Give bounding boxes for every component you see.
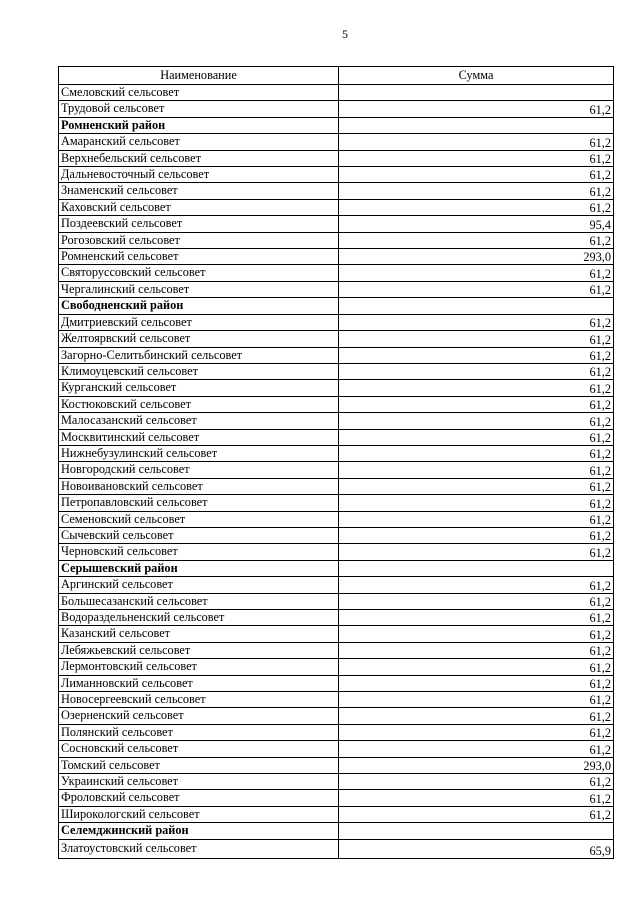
sum-cell: 61,2 [339, 380, 614, 396]
table-row [59, 527, 614, 543]
sum-cell: 61,2 [339, 150, 614, 166]
table-row [59, 314, 614, 330]
district-row [59, 560, 614, 576]
settlement-name: Новоивановский сельсовет [59, 478, 339, 494]
sum-cell: 61,2 [339, 692, 614, 708]
table-row [59, 199, 614, 215]
settlement-name: Лермонтовский сельсовет [59, 659, 339, 675]
sum-cell [339, 560, 614, 576]
table-row [59, 183, 614, 199]
settlement-name: Курганский сельсовет [59, 380, 339, 396]
settlement-name: Костюковский сельсовет [59, 396, 339, 412]
column-header-sum: Сумма [339, 67, 614, 85]
district-row [59, 823, 614, 839]
table-row [59, 675, 614, 691]
sum-cell: 61,2 [339, 724, 614, 740]
district-name: Свободненский район [59, 298, 339, 314]
table-row [59, 445, 614, 461]
table-row [59, 724, 614, 740]
table-body [59, 85, 614, 859]
table-header-row [59, 67, 614, 85]
sum-cell [339, 117, 614, 133]
sum-cell: 61,2 [339, 577, 614, 593]
sum-cell: 61,2 [339, 527, 614, 543]
table-row [59, 741, 614, 757]
sum-cell: 61,2 [339, 314, 614, 330]
table-row [59, 396, 614, 412]
settlement-name: Сычевский сельсовет [59, 527, 339, 543]
table-row [59, 167, 614, 183]
sum-cell: 61,2 [339, 331, 614, 347]
table-row [59, 380, 614, 396]
table-row [59, 806, 614, 822]
sum-cell: 61,2 [339, 363, 614, 379]
settlement-name: Смеловский сельсовет [59, 85, 339, 101]
sum-cell: 61,2 [339, 626, 614, 642]
table-row [59, 281, 614, 297]
settlement-name: Семеновский сельсовет [59, 511, 339, 527]
sum-cell: 61,2 [339, 708, 614, 724]
table-row [59, 659, 614, 675]
table-row [59, 495, 614, 511]
sum-cell: 65,9 [339, 839, 614, 858]
sum-cell: 61,2 [339, 610, 614, 626]
table-row [59, 544, 614, 560]
sum-cell: 61,2 [339, 790, 614, 806]
table-row [59, 478, 614, 494]
table-row [59, 216, 614, 232]
sum-cell: 61,2 [339, 593, 614, 609]
sum-cell: 61,2 [339, 544, 614, 560]
settlement-name: Петропавловский сельсовет [59, 495, 339, 511]
table-row [59, 790, 614, 806]
sum-cell: 61,2 [339, 806, 614, 822]
settlement-name: Украинский сельсовет [59, 774, 339, 790]
table-row [59, 462, 614, 478]
table-row [59, 692, 614, 708]
sum-cell: 293,0 [339, 249, 614, 265]
sum-cell: 61,2 [339, 462, 614, 478]
budget-table [58, 66, 614, 859]
sum-cell: 61,2 [339, 659, 614, 675]
district-row [59, 117, 614, 133]
settlement-name: Знаменский сельсовет [59, 183, 339, 199]
sum-cell: 61,2 [339, 199, 614, 215]
sum-cell: 95,4 [339, 216, 614, 232]
sum-cell: 61,2 [339, 741, 614, 757]
sum-cell [339, 85, 614, 101]
table-row [59, 593, 614, 609]
settlement-name: Верхнебельский сельсовет [59, 150, 339, 166]
table-row [59, 429, 614, 445]
settlement-name: Трудовой сельсовет [59, 101, 339, 117]
sum-cell: 61,2 [339, 134, 614, 150]
table-row [59, 101, 614, 117]
district-name: Ромненский район [59, 117, 339, 133]
settlement-name: Амаранский сельсовет [59, 134, 339, 150]
settlement-name: Озерненский сельсовет [59, 708, 339, 724]
settlement-name: Дмитриевский сельсовет [59, 314, 339, 330]
sum-cell: 61,2 [339, 511, 614, 527]
sum-cell [339, 298, 614, 314]
sum-cell: 61,2 [339, 774, 614, 790]
sum-cell: 61,2 [339, 281, 614, 297]
settlement-name: Златоустовский сельсовет [59, 839, 339, 858]
table-row [59, 150, 614, 166]
table-row [59, 347, 614, 363]
settlement-name: Нижнебузулинский сельсовет [59, 445, 339, 461]
district-row [59, 298, 614, 314]
settlement-name: Полянский сельсовет [59, 724, 339, 740]
column-header-name: Наименование [59, 67, 339, 85]
settlement-name: Водораздельненский сельсовет [59, 610, 339, 626]
settlement-name: Новгородский сельсовет [59, 462, 339, 478]
district-name: Серышевский район [59, 560, 339, 576]
table-row [59, 757, 614, 773]
sum-cell: 61,2 [339, 347, 614, 363]
settlement-name: Каховский сельсовет [59, 199, 339, 215]
settlement-name: Святоруссовский сельсовет [59, 265, 339, 281]
settlement-name: Черновский сельсовет [59, 544, 339, 560]
table-row [59, 511, 614, 527]
table-row [59, 331, 614, 347]
table-row [59, 577, 614, 593]
settlement-name: Загорно-Селитьбинский сельсовет [59, 347, 339, 363]
sum-cell: 61,2 [339, 495, 614, 511]
settlement-name: Ромненский сельсовет [59, 249, 339, 265]
settlement-name: Москвитинский сельсовет [59, 429, 339, 445]
settlement-name: Лиманновский сельсовет [59, 675, 339, 691]
table-row [59, 626, 614, 642]
table-row [59, 610, 614, 626]
table-row [59, 85, 614, 101]
settlement-name: Чергалинский сельсовет [59, 281, 339, 297]
settlement-name: Фроловский сельсовет [59, 790, 339, 806]
settlement-name: Рогозовский сельсовет [59, 232, 339, 248]
settlement-name: Большесазанский сельсовет [59, 593, 339, 609]
table-row [59, 642, 614, 658]
settlement-name: Широкологский сельсовет [59, 806, 339, 822]
settlement-name: Сосновский сельсовет [59, 741, 339, 757]
sum-cell: 293,0 [339, 757, 614, 773]
settlement-name: Климоуцевский сельсовет [59, 363, 339, 379]
settlement-name: Дальневосточный сельсовет [59, 167, 339, 183]
sum-cell: 61,2 [339, 445, 614, 461]
table-row [59, 363, 614, 379]
page-number: 5 [342, 27, 348, 41]
sum-cell: 61,2 [339, 642, 614, 658]
table-row [59, 232, 614, 248]
table-row [59, 134, 614, 150]
table-row [59, 708, 614, 724]
settlement-name: Аргинский сельсовет [59, 577, 339, 593]
table-row [59, 774, 614, 790]
settlement-name: Малосазанский сельсовет [59, 413, 339, 429]
sum-cell: 61,2 [339, 675, 614, 691]
sum-cell: 61,2 [339, 413, 614, 429]
table-row [59, 413, 614, 429]
sum-cell: 61,2 [339, 265, 614, 281]
table-row [59, 249, 614, 265]
sum-cell: 61,2 [339, 101, 614, 117]
sum-cell: 61,2 [339, 478, 614, 494]
table-row [59, 265, 614, 281]
settlement-name: Томский сельсовет [59, 757, 339, 773]
settlement-name: Лебяжьевский сельсовет [59, 642, 339, 658]
settlement-name: Желтоярвский сельсовет [59, 331, 339, 347]
sum-cell: 61,2 [339, 429, 614, 445]
sum-cell: 61,2 [339, 396, 614, 412]
settlement-name: Новосергеевский сельсовет [59, 692, 339, 708]
settlement-name: Поздеевский сельсовет [59, 216, 339, 232]
sum-cell: 61,2 [339, 232, 614, 248]
table-row [59, 839, 614, 858]
district-name: Селемджинский район [59, 823, 339, 839]
settlement-name: Казанский сельсовет [59, 626, 339, 642]
sum-cell [339, 823, 614, 839]
sum-cell: 61,2 [339, 183, 614, 199]
sum-cell: 61,2 [339, 167, 614, 183]
